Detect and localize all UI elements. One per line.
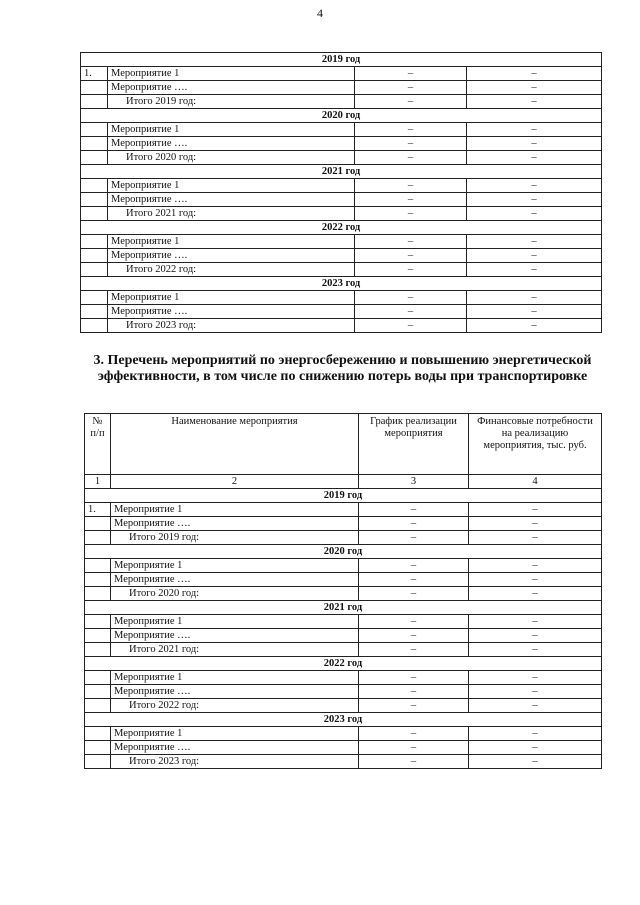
schedule-cell: – (355, 319, 467, 333)
year-label: 2023 год (81, 277, 602, 291)
row-number (85, 685, 111, 699)
row-number: 1. (81, 67, 108, 81)
row-number (85, 531, 111, 545)
measure-name: Мероприятие …. (111, 573, 359, 587)
schedule-cell: – (359, 517, 469, 531)
table-index-row (85, 475, 602, 489)
finance-cell: – (467, 235, 602, 249)
table-row (81, 305, 602, 319)
schedule-cell: – (355, 95, 467, 109)
finance-cell: – (469, 741, 602, 755)
year-header-row (85, 489, 602, 503)
table-row (85, 615, 602, 629)
measure-name: Мероприятие …. (111, 629, 359, 643)
row-number (85, 517, 111, 531)
finance-cell: – (467, 263, 602, 277)
measure-name: Мероприятие 1 (108, 235, 355, 249)
total-label: Итого 2022 год: (108, 263, 355, 277)
measure-name: Мероприятие 1 (111, 727, 359, 741)
finance-cell: – (467, 193, 602, 207)
schedule-cell: – (359, 741, 469, 755)
finance-cell: – (469, 517, 602, 531)
year-header-row (81, 277, 602, 291)
schedule-cell: – (359, 531, 469, 545)
schedule-cell: – (359, 615, 469, 629)
finance-cell: – (467, 249, 602, 263)
table-row (85, 573, 602, 587)
total-row (85, 587, 602, 601)
measure-name: Мероприятие …. (108, 305, 355, 319)
schedule-cell: – (355, 263, 467, 277)
finance-cell: – (469, 587, 602, 601)
total-label: Итого 2021 год: (108, 207, 355, 221)
table-body (85, 414, 602, 769)
measure-name: Мероприятие 1 (111, 615, 359, 629)
measure-name: Мероприятие 1 (111, 671, 359, 685)
finance-cell: – (469, 671, 602, 685)
total-label: Итого 2023 год: (111, 755, 359, 769)
row-number (81, 179, 108, 193)
table-row (85, 741, 602, 755)
row-number (85, 629, 111, 643)
schedule-cell: – (355, 123, 467, 137)
finance-cell: – (469, 573, 602, 587)
index-cell: 4 (469, 475, 602, 489)
section-title: 3. Перечень мероприятий по энергосбережению и повышению энергетической эффективности, в том числе по снижению потерь воды при транспортировке (93, 353, 592, 384)
finance-cell: – (469, 629, 602, 643)
total-row (85, 531, 602, 545)
year-label: 2020 год (85, 545, 602, 559)
row-number (81, 123, 108, 137)
index-cell: 3 (359, 475, 469, 489)
total-row (81, 95, 602, 109)
row-number (81, 319, 108, 333)
finance-cell: – (467, 81, 602, 95)
schedule-cell: – (359, 643, 469, 657)
measure-name: Мероприятие …. (111, 685, 359, 699)
row-number (85, 643, 111, 657)
finance-cell: – (467, 137, 602, 151)
finance-cell: – (467, 319, 602, 333)
table-row (81, 179, 602, 193)
total-label: Итого 2019 год: (108, 95, 355, 109)
row-number (85, 755, 111, 769)
total-row (81, 319, 602, 333)
finance-cell: – (469, 615, 602, 629)
row-number (81, 263, 108, 277)
schedule-cell: – (359, 685, 469, 699)
row-number: 1. (85, 503, 111, 517)
row-number (85, 699, 111, 713)
finance-cell: – (467, 123, 602, 137)
row-number (81, 249, 108, 263)
row-number (81, 137, 108, 151)
year-label: 2022 год (85, 657, 602, 671)
schedule-cell: – (359, 755, 469, 769)
total-label: Итого 2023 год: (108, 319, 355, 333)
year-header-row (85, 545, 602, 559)
finance-cell: – (469, 643, 602, 657)
schedule-cell: – (359, 559, 469, 573)
header-schedule: График реализации мероприятия (359, 414, 469, 475)
table-row (85, 671, 602, 685)
row-number (85, 741, 111, 755)
schedule-cell: – (359, 699, 469, 713)
year-label: 2022 год (81, 221, 602, 235)
index-cell: 1 (85, 475, 111, 489)
row-number (85, 671, 111, 685)
row-number (81, 305, 108, 319)
page-number: 4 (317, 6, 323, 20)
finance-cell: – (469, 685, 602, 699)
finance-cell: – (467, 67, 602, 81)
measure-name: Мероприятие …. (111, 517, 359, 531)
row-number (85, 573, 111, 587)
total-row (81, 151, 602, 165)
measure-name: Мероприятие …. (108, 249, 355, 263)
measure-name: Мероприятие 1 (111, 503, 359, 517)
measure-name: Мероприятие …. (111, 741, 359, 755)
total-label: Итого 2020 год: (111, 587, 359, 601)
row-number (81, 207, 108, 221)
year-header-row (81, 221, 602, 235)
schedule-cell: – (355, 151, 467, 165)
measure-name: Мероприятие …. (108, 81, 355, 95)
finance-cell: – (469, 503, 602, 517)
measure-name: Мероприятие 1 (108, 123, 355, 137)
schedule-cell: – (359, 727, 469, 741)
total-label: Итого 2020 год: (108, 151, 355, 165)
schedule-cell: – (359, 573, 469, 587)
year-label: 2023 год (85, 713, 602, 727)
header-finance: Финансовые потребности на реализацию мероприятия, тыс. руб. (469, 414, 602, 475)
total-row (81, 207, 602, 221)
table-row (85, 559, 602, 573)
year-label: 2019 год (85, 489, 602, 503)
schedule-cell: – (359, 503, 469, 517)
row-number (81, 235, 108, 249)
row-number (81, 95, 108, 109)
schedule-cell: – (355, 193, 467, 207)
year-header-row (81, 53, 602, 67)
year-header-row (85, 657, 602, 671)
schedule-cell: – (359, 629, 469, 643)
table-row (81, 67, 602, 81)
finance-cell: – (467, 151, 602, 165)
finance-cell: – (469, 531, 602, 545)
finance-cell: – (467, 291, 602, 305)
measure-name: Мероприятие 1 (108, 179, 355, 193)
schedule-cell: – (355, 291, 467, 305)
total-row (85, 699, 602, 713)
finance-cell: – (469, 755, 602, 769)
table-row (85, 517, 602, 531)
table-row (81, 291, 602, 305)
year-header-row (81, 109, 602, 123)
schedule-cell: – (355, 179, 467, 193)
finance-cell: – (467, 179, 602, 193)
year-header-row (85, 713, 602, 727)
year-label: 2021 год (85, 601, 602, 615)
finance-cell: – (467, 95, 602, 109)
row-number (81, 291, 108, 305)
index-cell: 2 (111, 475, 359, 489)
measure-name: Мероприятие …. (108, 193, 355, 207)
year-header-row (85, 601, 602, 615)
table-row (85, 629, 602, 643)
total-row (81, 263, 602, 277)
total-row (85, 755, 602, 769)
schedule-cell: – (359, 587, 469, 601)
measure-name: Мероприятие 1 (111, 559, 359, 573)
table-body (81, 53, 602, 333)
total-label: Итого 2021 год: (111, 643, 359, 657)
row-number (85, 615, 111, 629)
table-energy-saving (84, 413, 602, 769)
table-row (81, 123, 602, 137)
table-row (85, 503, 602, 517)
table-row (81, 137, 602, 151)
header-name: Наименование мероприятия (111, 414, 359, 475)
schedule-cell: – (355, 137, 467, 151)
measure-name: Мероприятие …. (108, 137, 355, 151)
row-number (85, 559, 111, 573)
total-row (85, 643, 602, 657)
total-label: Итого 2019 год: (111, 531, 359, 545)
table-row (81, 193, 602, 207)
header-num: № п/п (85, 414, 111, 475)
table-header-row (85, 414, 602, 475)
row-number (85, 727, 111, 741)
table-row (81, 81, 602, 95)
schedule-cell: – (359, 671, 469, 685)
finance-cell: – (469, 727, 602, 741)
schedule-cell: – (355, 305, 467, 319)
year-label: 2021 год (81, 165, 602, 179)
measure-name: Мероприятие 1 (108, 67, 355, 81)
row-number (81, 81, 108, 95)
finance-cell: – (469, 699, 602, 713)
row-number (81, 151, 108, 165)
schedule-cell: – (355, 235, 467, 249)
schedule-cell: – (355, 81, 467, 95)
schedule-cell: – (355, 207, 467, 221)
year-label: 2020 год (81, 109, 602, 123)
measure-name: Мероприятие 1 (108, 291, 355, 305)
table-row (81, 249, 602, 263)
year-label: 2019 год (81, 53, 602, 67)
table-row (81, 235, 602, 249)
finance-cell: – (469, 559, 602, 573)
finance-cell: – (467, 207, 602, 221)
finance-cell: – (467, 305, 602, 319)
table-row (85, 685, 602, 699)
table-plan-continued (80, 52, 602, 333)
row-number (81, 193, 108, 207)
table-row (85, 727, 602, 741)
row-number (85, 587, 111, 601)
total-label: Итого 2022 год: (111, 699, 359, 713)
year-header-row (81, 165, 602, 179)
schedule-cell: – (355, 249, 467, 263)
schedule-cell: – (355, 67, 467, 81)
